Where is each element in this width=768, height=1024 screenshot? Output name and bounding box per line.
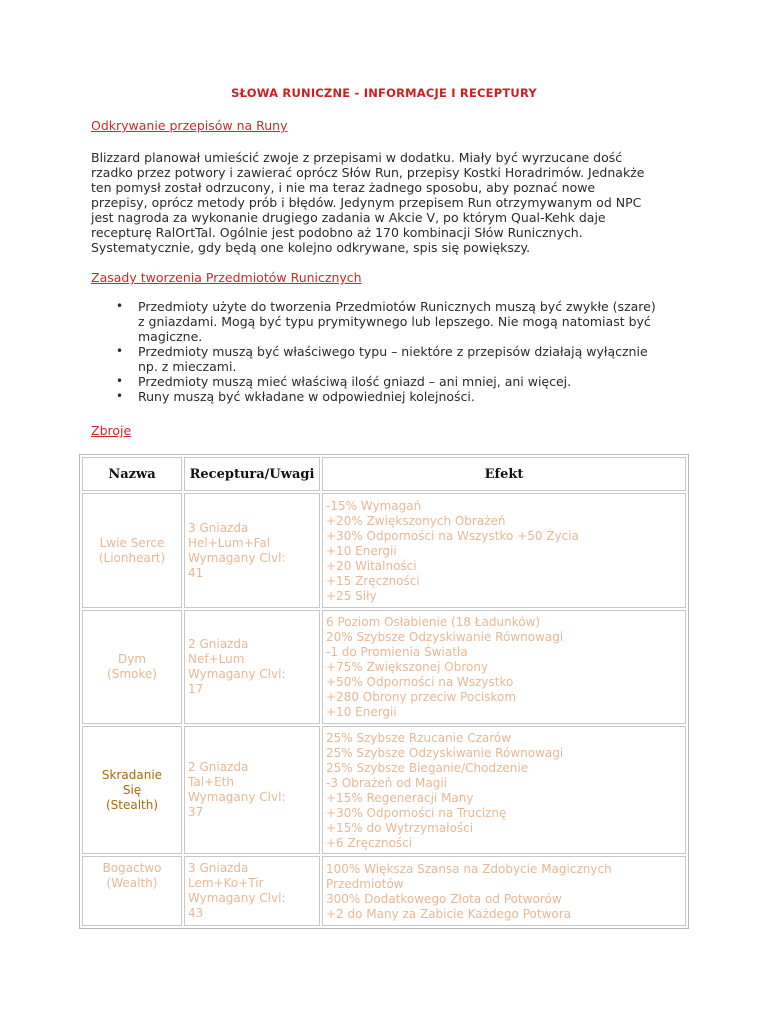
runeword-effect: 25% Szybsze Rzucanie Czarów 25% Szybsze Odzyskiwanie Równowagi 25% Szybsze Bieganie/Chodzenie -3 Obrażeń od Magii +15% Regeneracji Many +30% Odporności na Truciznę +15% do Wytrzymałości +6 Zręczności [322, 726, 686, 854]
armor-runewords-table [79, 454, 689, 929]
paragraph-line: recepturę RalOrtTal. Ogólnie jest podobno aż 170 kombinacji Słów Runicznych. [91, 225, 583, 240]
paragraph-line: Blizzard planował umieścić zwoje z przepisami w dodatku. Miały być wyrzucane dość [91, 150, 623, 165]
table-header-row [82, 457, 686, 491]
rules-list [91, 299, 691, 404]
runeword-effect: -15% Wymagań +20% Zwiększonych Obrażeń +30% Odporności na Wszystko +50 Życia +10 Energii +20 Witalności +15 Zręczności +25 Siły [322, 493, 686, 608]
list-item: • Przedmioty muszą być właściwego typu – niektóre z przepisów działają wyłącznie np. z mieczami. [116, 344, 648, 374]
runeword-name: Dym (Smoke) [82, 610, 182, 724]
runeword-effect: 6 Poziom Osłabienie (18 Ładunków) 20% Szybsze Odzyskiwanie Równowagi -1 do Promienia Światła +75% Zwiększonej Obrony +50% Odporności na Wszystko +280 Obrony przeciw Pociskom +10 Energii [322, 610, 686, 724]
heading-recipe-discovery[interactable]: Odkrywanie przepisów na Runy [91, 118, 288, 133]
table-row [82, 610, 686, 724]
runeword-recipe: 2 Gniazda Nef+Lum Wymagany Clvl: 17 [184, 610, 320, 724]
heading-creation-rules[interactable]: Zasady tworzenia Przedmiotów Runicznych [91, 270, 362, 285]
runeword-recipe: 3 Gniazda Lem+Ko+Tir Wymagany Clvl: 43 [184, 856, 320, 926]
bullet-icon: • [116, 374, 124, 388]
bullet-icon: • [116, 344, 124, 358]
runeword-name: Bogactwo (Wealth) [82, 856, 182, 926]
paragraph-line: jest nagroda za wykonanie drugiego zadania w Akcie V, po którym Qual-Kehk daje [91, 210, 606, 225]
page-title: SŁOWA RUNICZNE - INFORMACJE I RECEPTURY [231, 86, 537, 100]
heading-armor[interactable]: Zbroje [91, 423, 132, 438]
intro-paragraph [91, 150, 691, 255]
runeword-recipe: 3 Gniazda Hel+Lum+Fal Wymagany Clvl: 41 [184, 493, 320, 608]
paragraph-line: rzadko przez potwory i zawierać oprócz Słów Run, przepisy Kostki Horadrimów. Jednakże [91, 165, 645, 180]
column-header-recipe: Receptura/Uwagi [184, 457, 320, 491]
runeword-recipe: 2 Gniazda Tal+Eth Wymagany Clvl: 37 [184, 726, 320, 854]
bullet-icon: • [116, 299, 124, 313]
runeword-name: Lwie Serce (Lionheart) [82, 493, 182, 608]
paragraph-line: ten pomysł został odrzucony, i nie ma teraz żadnego sposobu, aby poznać nowe [91, 180, 596, 195]
paragraph-line: Systematycznie, gdy będą one kolejno odkrywane, spis się powiększy. [91, 240, 531, 255]
table-row [82, 726, 686, 854]
runeword-effect: 100% Większa Szansa na Zdobycie Magicznych Przedmiotów 300% Dodatkowego Złota od Potworów +2 do Many za Zabicie Każdego Potwora [322, 856, 686, 926]
table-row [82, 493, 686, 608]
list-item: • Runy muszą być wkładane w odpowiedniej kolejności. [116, 389, 475, 404]
column-header-effect: Efekt [322, 457, 686, 491]
table-row [82, 856, 686, 926]
bullet-icon: • [116, 389, 124, 403]
runeword-name: Skradanie Się (Stealth) [82, 726, 182, 854]
column-header-name: Nazwa [82, 457, 182, 491]
paragraph-line: przepisy, oprócz metody prób i błędów. Jedynym przepisem Run otrzymywanym od NPC [91, 195, 642, 210]
list-item: • Przedmioty użyte do tworzenia Przedmiotów Runicznych muszą być zwykłe (szare) z gniazdami. Mogą być typu prymitywnego lub lepszego. Nie mogą natomiast być magiczne. [116, 299, 656, 344]
list-item: • Przedmioty muszą mieć właściwą ilość gniazd – ani mniej, ani więcej. [116, 374, 572, 389]
